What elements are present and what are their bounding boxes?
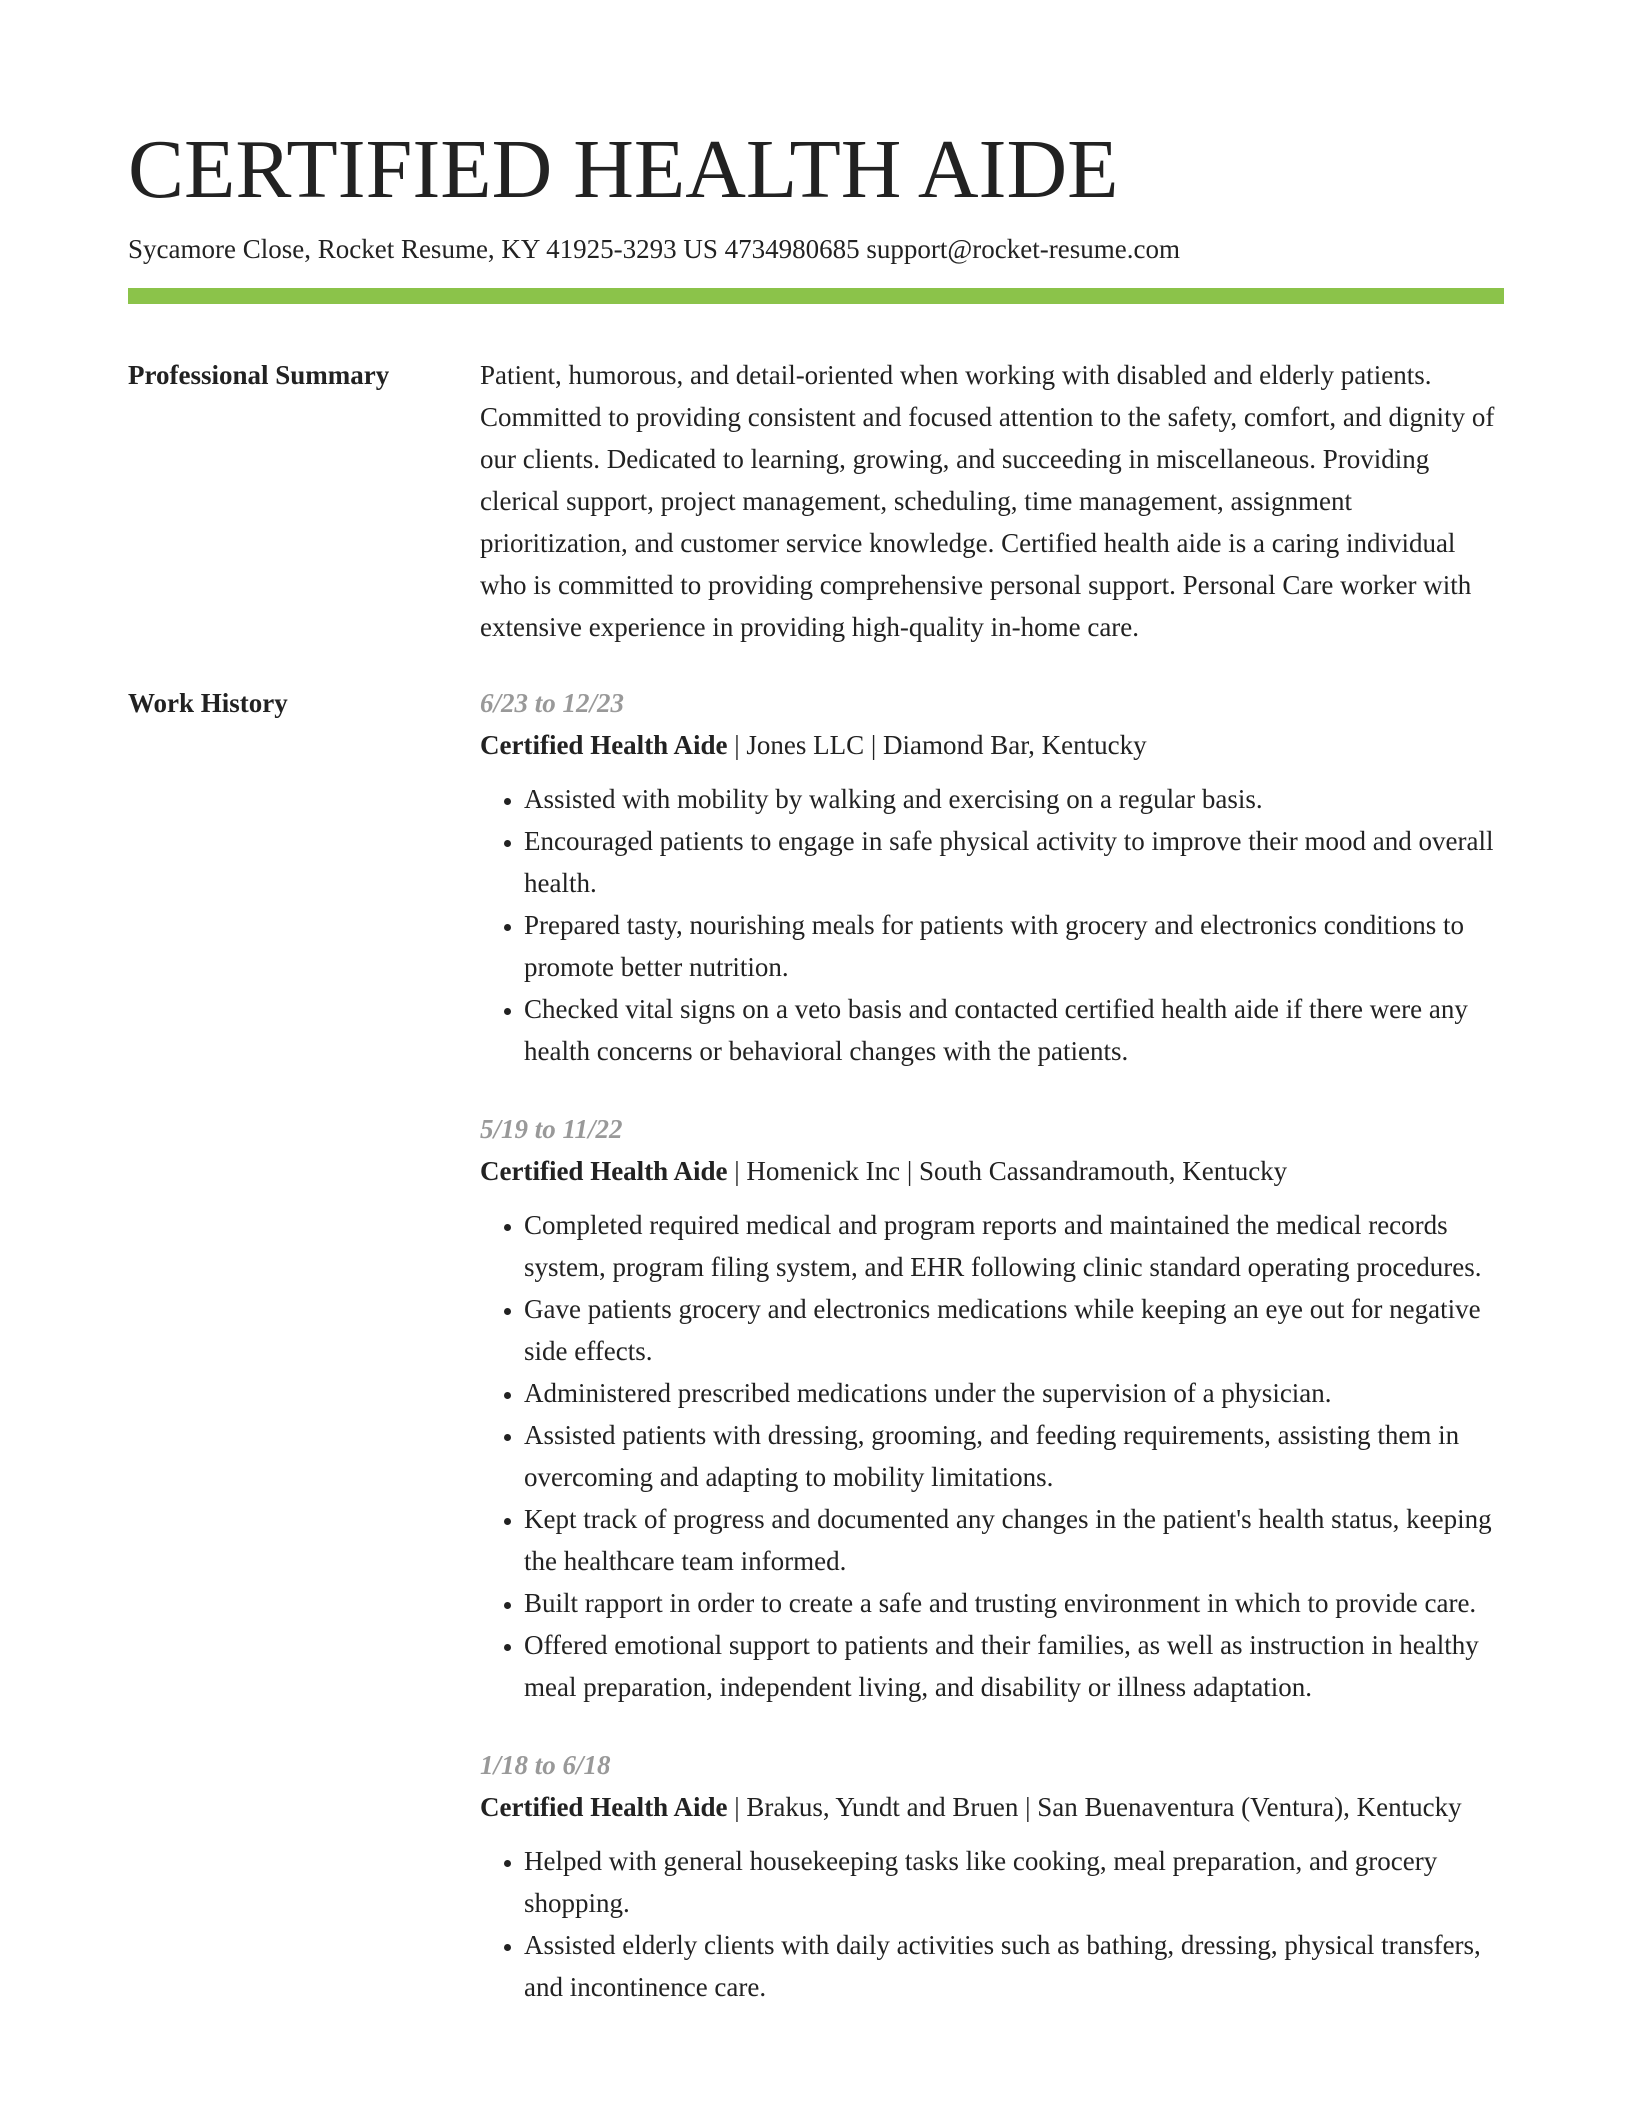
job-bullet-item: • Administered prescribed medications under the supervision of a physician. — [524, 1372, 1504, 1414]
candidate-title: CERTIFIED HEALTH AIDE — [128, 123, 1119, 216]
job-title: Certified Health Aide — [480, 730, 728, 760]
summary-body — [480, 354, 1504, 648]
section-label-summary: Professional Summary — [128, 360, 390, 390]
job-bullet-item: • Offered emotional support to patients and their families, as well as instruction in healthy meal preparation, independent living, and disability or illness adaptation. — [524, 1624, 1504, 1708]
job-heading — [480, 1150, 1504, 1192]
job-entry — [480, 1108, 1504, 1708]
job-entry — [480, 682, 1504, 1072]
work-history-section — [128, 682, 1504, 2044]
job-bullet-list — [480, 778, 1504, 1072]
job-bullet-item: • Built rapport in order to create a safe and trusting environment in which to provide care. — [524, 1582, 1504, 1624]
job-entry — [480, 1744, 1504, 2008]
job-bullet-item: • Completed required medical and program reports and maintained the medical records system, program filing system, and EHR following clinic standard operating procedures. — [524, 1204, 1504, 1288]
job-dates: 1/18 to 6/18 — [480, 1750, 611, 1780]
job-title: Certified Health Aide — [480, 1156, 728, 1186]
job-bullet-list — [480, 1204, 1504, 1708]
job-bullet-item: • Kept track of progress and documented any changes in the patient's health status, keeping the healthcare team informed. — [524, 1498, 1504, 1582]
job-bullet-list — [480, 1840, 1504, 2008]
job-employer-location: | Homenick Inc | South Cassandramouth, Kentucky — [727, 1156, 1288, 1186]
job-dates: 5/19 to 11/22 — [480, 1114, 623, 1144]
job-bullet-item: • Assisted elderly clients with daily activities such as bathing, dressing, physical transfers, and incontinence care. — [524, 1924, 1504, 2008]
job-bullet-item: • Helped with general housekeeping tasks like cooking, meal preparation, and grocery shopping. — [524, 1840, 1504, 1924]
contact-info: Sycamore Close, Rocket Resume, KY 41925-3293 US 4734980685 support@rocket-resume.com — [128, 234, 1180, 264]
professional-summary-section — [128, 354, 1504, 648]
job-heading — [480, 724, 1504, 766]
job-heading — [480, 1786, 1504, 1828]
job-dates: 6/23 to 12/23 — [480, 688, 625, 718]
work-history-body — [480, 682, 1504, 2044]
job-bullet-item: • Checked vital signs on a veto basis and contacted certified health aide if there were any health concerns or behavioral changes with the patients. — [524, 988, 1504, 1072]
job-bullet-item: • Assisted patients with dressing, grooming, and feeding requirements, assisting them in overcoming and adapting to mobility limitations. — [524, 1414, 1504, 1498]
job-bullet-item: • Assisted with mobility by walking and exercising on a regular basis. — [524, 778, 1504, 820]
job-bullet-item: • Gave patients grocery and electronics medications while keeping an eye out for negative side effects. — [524, 1288, 1504, 1372]
resume-page — [128, 120, 1504, 2044]
job-employer-location: | Jones LLC | Diamond Bar, Kentucky — [727, 730, 1147, 760]
job-bullet-item: • Encouraged patients to engage in safe physical activity to improve their mood and overall health. — [524, 820, 1504, 904]
job-title: Certified Health Aide — [480, 1792, 728, 1822]
job-bullet-item: • Prepared tasty, nourishing meals for patients with grocery and electronics conditions to promote better nutrition. — [524, 904, 1504, 988]
section-label-work: Work History — [128, 688, 288, 718]
header-divider — [128, 288, 1504, 304]
job-employer-location: | Brakus, Yundt and Bruen | San Buenaventura (Ventura), Kentucky — [727, 1792, 1462, 1822]
summary-text: Patient, humorous, and detail-oriented when working with disabled and elderly patients. Committed to providing consistent and focused attention to the safety, comfort, and dignity of our clients. Dedicated to learning, growing, and succeeding in miscellaneous. Providing clerical support, project management, scheduling, time management, assignment prioritization, and customer service knowledge. Certified health aide is a caring individual who is committed to providing comprehensive personal support. Personal Care worker with extensive experience in providing high-quality in-home care. — [480, 360, 1495, 642]
